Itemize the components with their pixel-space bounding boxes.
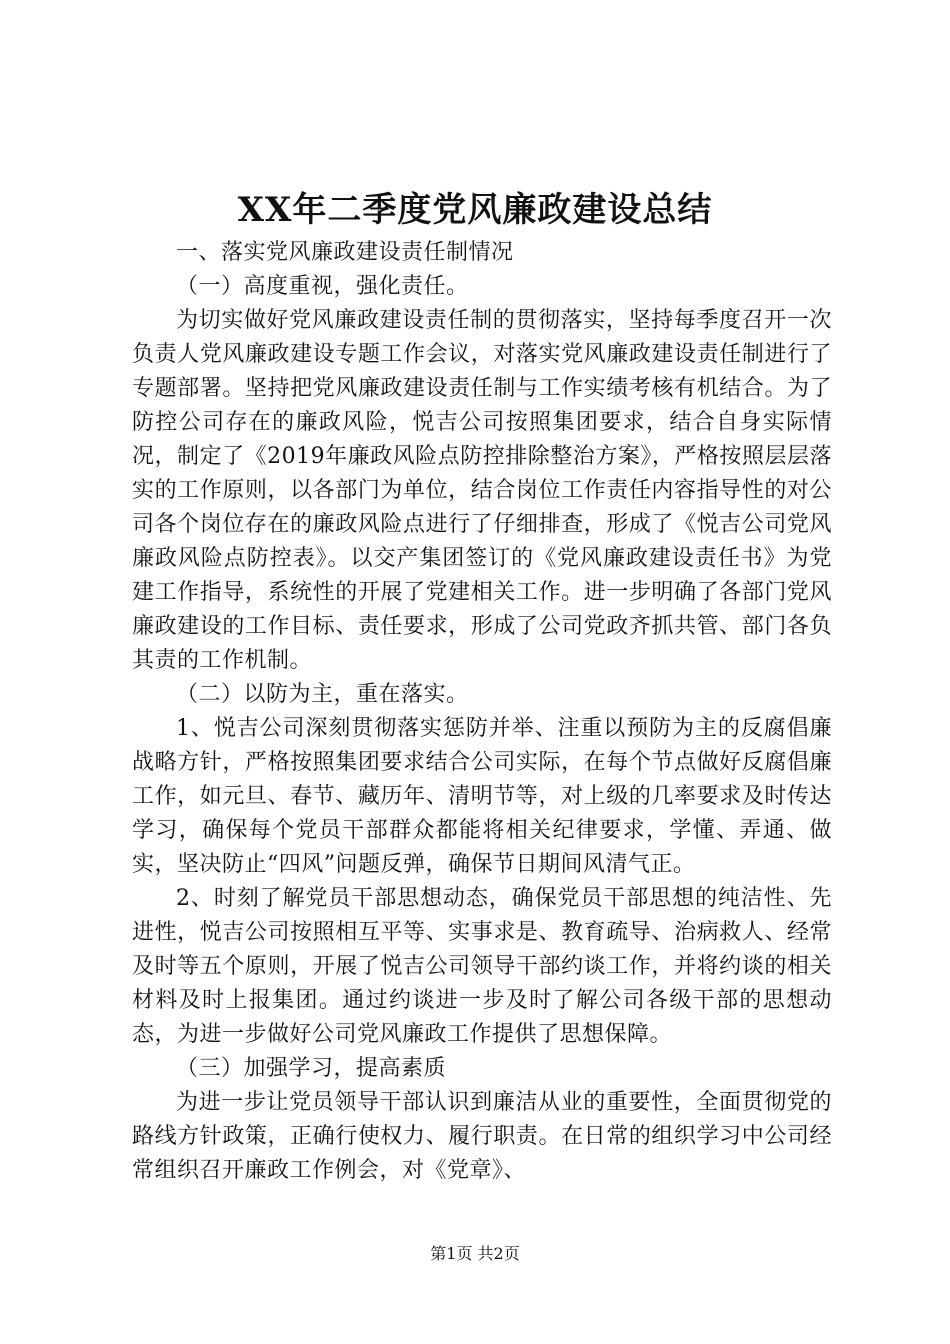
subsection-heading: （二）以防为主，重在落实。 [176, 682, 469, 707]
page-footer: 第1页 共2页 [430, 1244, 520, 1263]
body-paragraph: 1、悦吉公司深刻贯彻落实惩防并举、注重以预防为主的反腐倡廉战略方针，严格按照集团要求结合公司实际，在每个节点做好反腐倡廉工作，如元旦、春节、藏历年、清明节等，对上级的几率要求及时传达学习，确保每个党员干部群众都能将相关纪律要求，学懂、弄通、做实，坚决防止“四风”问题反弹，确保节日期间风清气正。 [132, 716, 832, 877]
body-paragraph: 为切实做好党风廉政建设责任制的贯彻落实，坚持每季度召开一次负责人党风廉政建设专题工作会议，对落实党风廉政建设责任制进行了专题部署。坚持把党风廉政建设责任制与工作实绩考核有机结合。为了防控公司存在的廉政风险，悦吉公司按照集团要求，结合自身实际情况，制定了《2019年廉政风险点防控排除整治方案》，严格按照层层落实的工作原则，以各部门为单位，结合岗位工作责任内容指导性的对公司各个岗位存在的廉政风险点进行了仔细排查，形成了《悦吉公司党风廉政风险点防控表》。以交产集团签订的《党风廉政建设责任书》为党建工作指导，系统性的开展了党建相关工作。进一步明确了各部门党风廉政建设的工作目标、责任要求，形成了公司党政齐抓共管、部门各负其责的工作机制。 [132, 308, 832, 673]
document-body [132, 236, 832, 1188]
document-title: XX年二季度党风廉政建设总结 [237, 190, 713, 230]
section-heading: 一、落实党风廉政建设责任制情况 [176, 240, 514, 265]
body-paragraph: 2、时刻了解党员干部思想动态，确保党员干部思想的纯洁性、先进性，悦吉公司按照相互平等、实事求是、教育疏导、治病救人、经常及时等五个原则，开展了悦吉公司领导干部约谈工作，并将约谈的相关材料及时上报集团。通过约谈进一步及时了解公司各级干部的思想动态，为进一步做好公司党风廉政工作提供了思想保障。 [132, 886, 832, 1047]
subsection-heading: （三）加强学习，提高素质 [176, 1056, 447, 1081]
subsection-heading: （一）高度重视，强化责任。 [176, 274, 469, 299]
body-paragraph: 为进一步让党员领导干部认识到廉洁从业的重要性，全面贯彻党的路线方针政策，正确行使权力、履行职责。在日常的组织学习中公司经常组织召开廉政工作例会，对《党章》、 [132, 1090, 832, 1183]
